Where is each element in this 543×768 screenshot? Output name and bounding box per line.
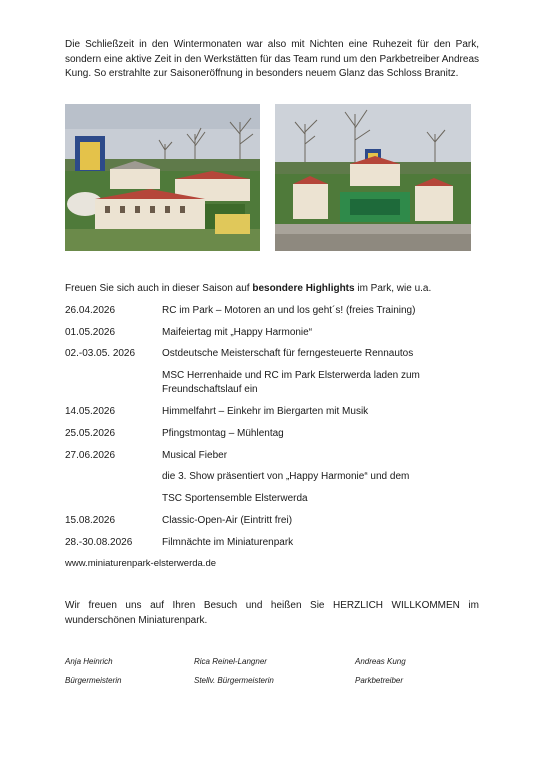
signature-role: Bürgermeisterin: [65, 676, 122, 685]
website-link[interactable]: www.miniaturenpark-elsterwerda.de: [65, 558, 217, 569]
signature-name: Andreas Kung: [355, 657, 406, 666]
closing-paragraph: Wir freuen uns auf Ihren Besuch und heißen Sie HERZLICH WILLKOMMEN im wunderschönen Miniaturenpark.: [65, 600, 479, 626]
highlights-intro: Freuen Sie sich auch in dieser Saison auf besondere Highlights im Park, wie u.a.: [65, 283, 432, 294]
photo-castle-model-left: [65, 104, 260, 251]
signature-name: Anja Heinrich: [65, 657, 113, 666]
signature-role: Parkbetreiber: [355, 676, 404, 685]
photo-castle-model-right: [275, 104, 471, 251]
signature-name: Rica Reinel-Langner: [194, 657, 267, 666]
intro-paragraph: Die Schließzeit in den Wintermonaten war also mit Nichten eine Ruhezeit für den Park, sondern eine aktive Zeit in den Werkstätten für das Team rund um den Parkbetreiber Andreas Kung. So erstrahlte zur Saisoneröffnung in besonders neuem Glanz das Schloss Branitz.: [65, 39, 479, 80]
signature-role: Stellv. Bürgermeisterin: [194, 676, 274, 685]
